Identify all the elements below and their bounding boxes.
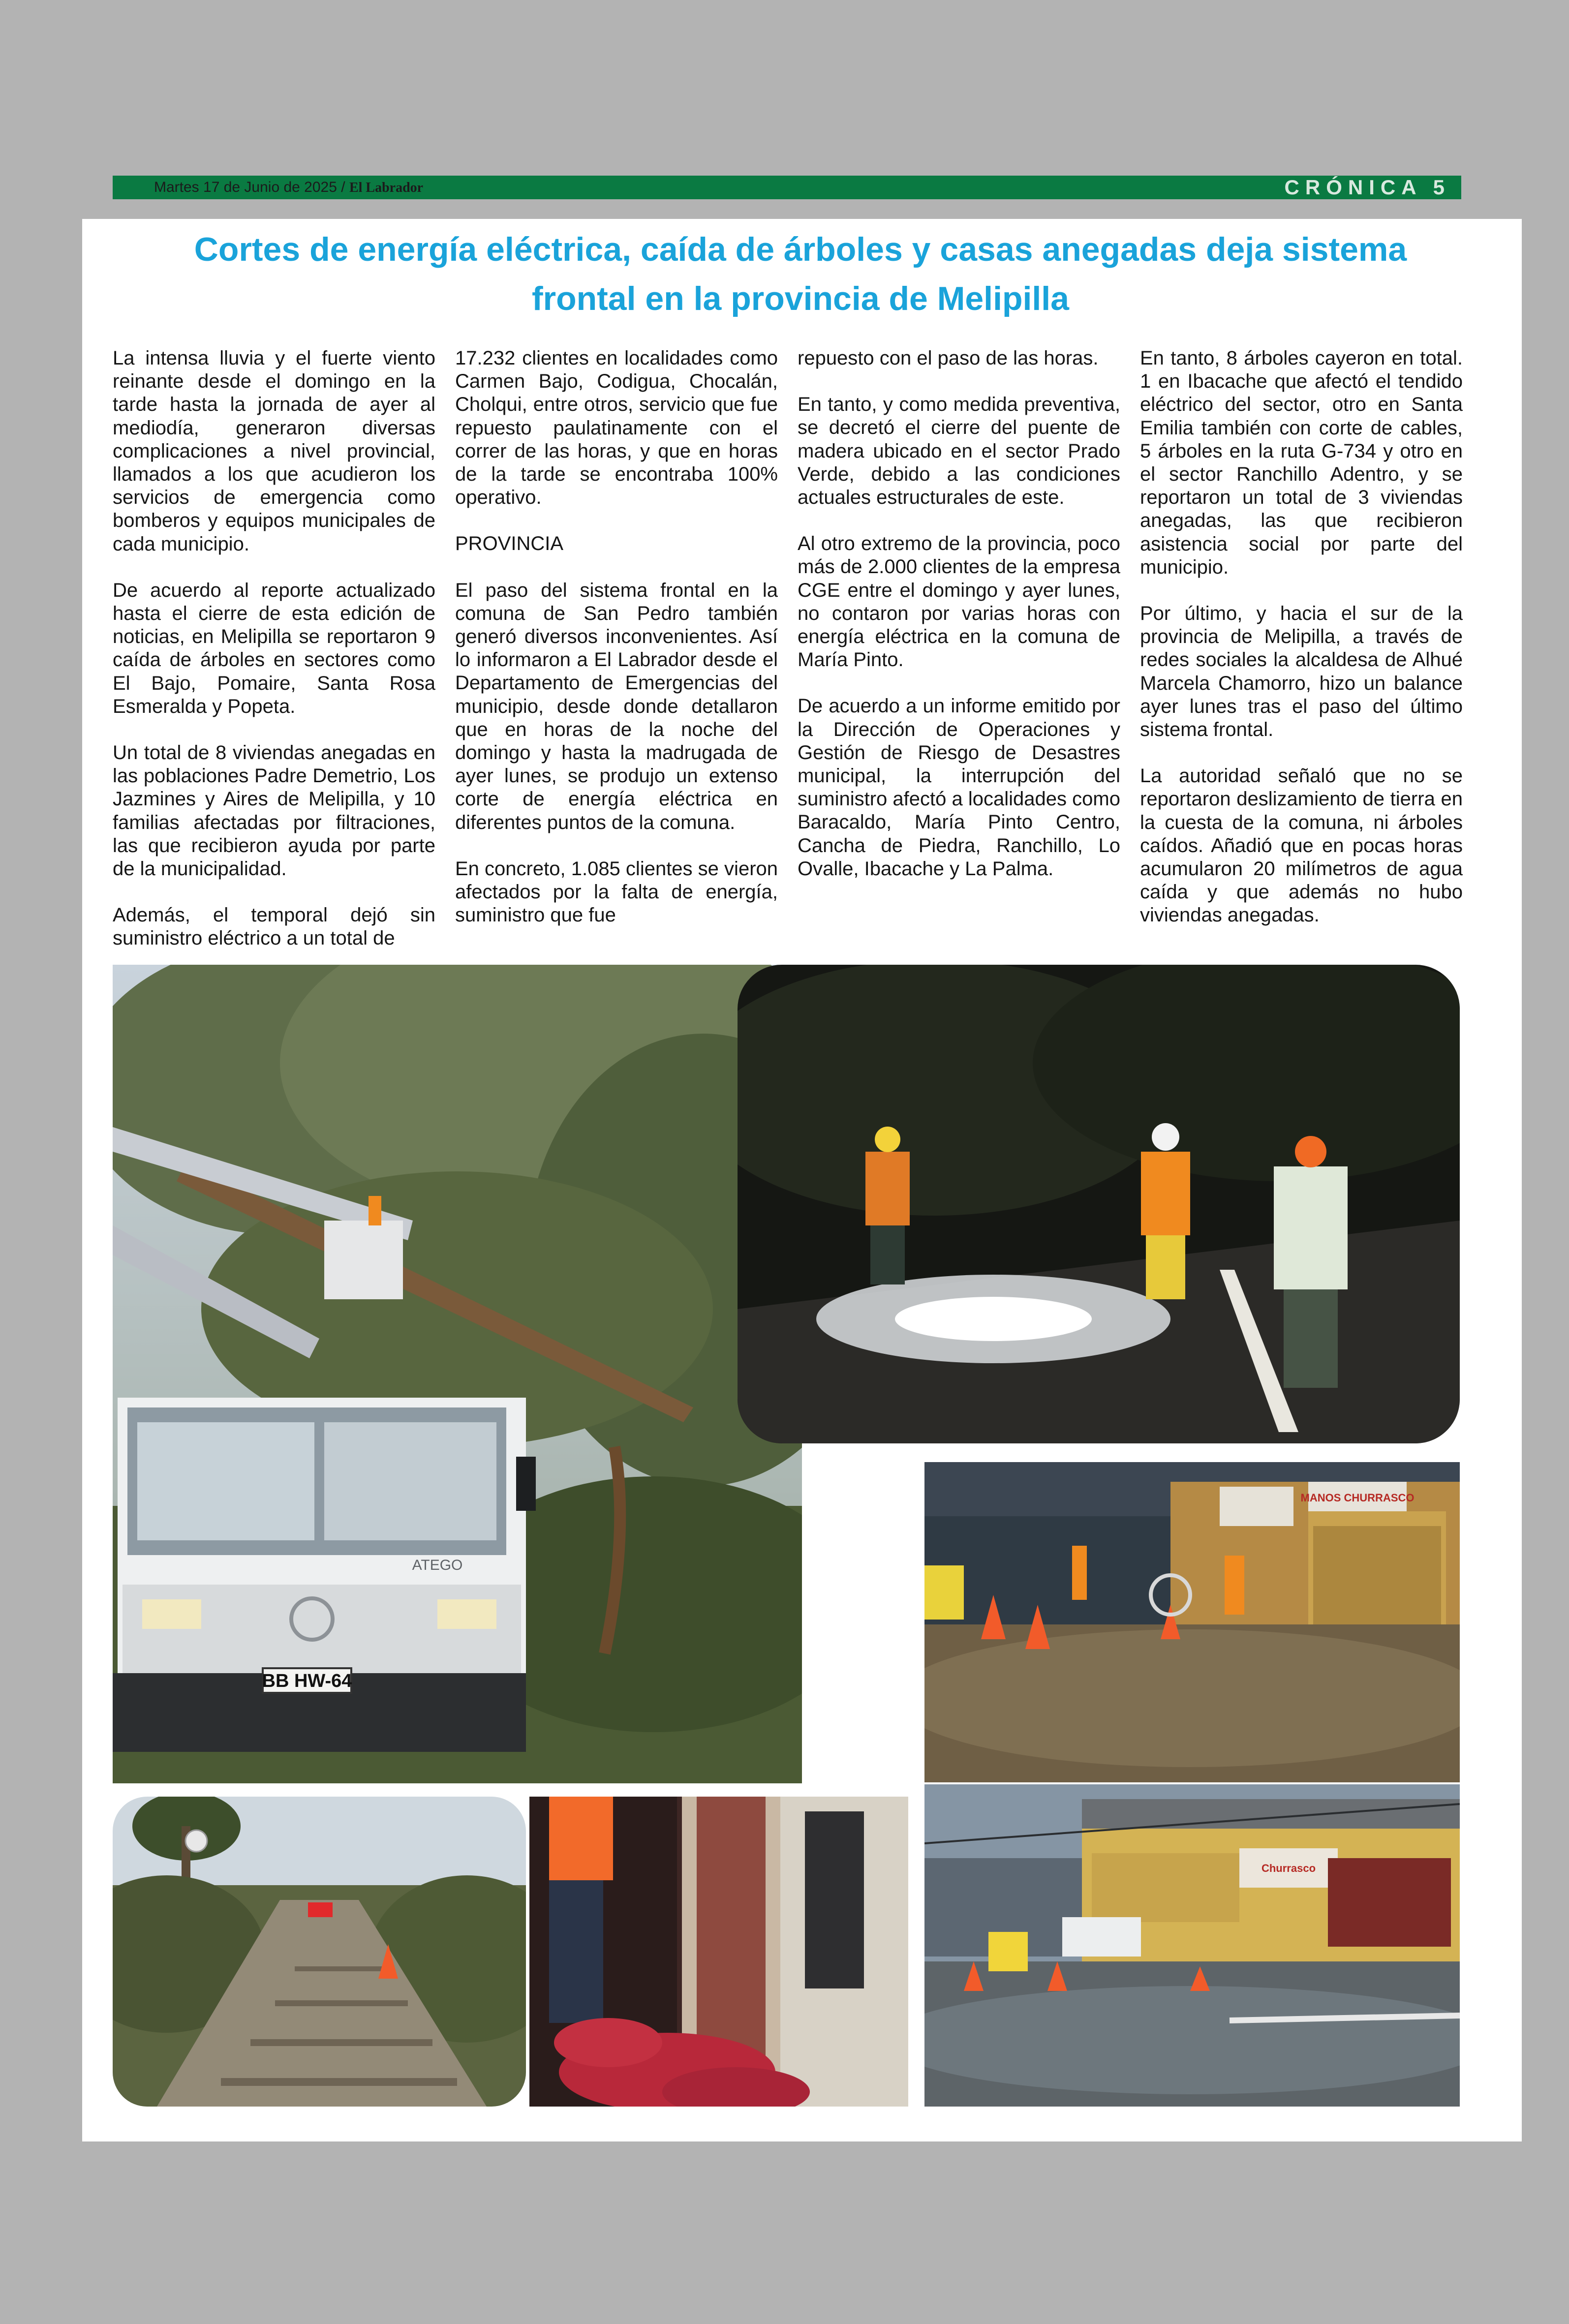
paragraph: El paso del sistema frontal en la comuna de San Pedro también generó diversos inconvenientes. Así lo informaron a El Labrador desde el Departamento de Emergencias del municipio, desde donde detallaron que en horas de la noche del domingo y hasta la madrugada de ayer lunes, se produjo un extenso corte de energía eléctrica en diferentes puntos de la comuna.: [455, 579, 778, 833]
header-date-line: [154, 179, 423, 197]
article-column-3: [798, 347, 1120, 962]
photo-truck-fallen-tree: [113, 965, 802, 1783]
article-column-1: [113, 347, 435, 962]
newspaper-page: [82, 219, 1522, 2141]
paragraph: La intensa lluvia y el fuerte viento reinante desde el domingo en la tarde hasta la jornada de ayer al mediodía, generaron diversas complicaciones a nivel provincial, llamados a los que acudieron los servicios de emergencia como bomberos y equipos municipales de cada municipio.: [113, 347, 435, 555]
paragraph: La autoridad señaló que no se reportaron deslizamiento de tierra en la cuesta de la comuna, ni árboles caídos. Añadió que en pocas horas acumularon 20 milímetros de agua caída y que además no hubo viviendas anegadas.: [1140, 765, 1463, 926]
article-column-2: [455, 347, 778, 962]
article-column-4: [1140, 347, 1463, 962]
paragraph: Al otro extremo de la provincia, poco más de 2.000 clientes de la empresa CGE entre el domingo y ayer lunes, no contaron por varias horas con energía eléctrica en la comuna de María Pinto.: [798, 533, 1120, 671]
article-headline: Cortes de energía eléctrica, caída de árboles y casas anegadas deja sistema frontal en la provincia de Melipilla: [194, 231, 1407, 317]
truck-brand: ATEGO: [412, 1557, 463, 1573]
paragraph: Por último, y hacia el sur de la provincia de Melipilla, a través de redes sociales la alcaldesa de Alhué Marcela Chamorro, hizo un balance ayer lunes tras el paso del último sistema frontal.: [1140, 603, 1463, 741]
paragraph: En tanto, 8 árboles cayeron en total. 1 en Ibacache que afectó el tendido eléctrico del sector, otro en Santa Emilia también con corte de cables, 5 árboles en la ruta G-734 y otro en el sector Ranchillo Adentro, y se reportaron un total de 3 viviendas anegadas, las que recibieron asistencia social por parte del municipio.: [1140, 347, 1463, 578]
photo-flooded-street: [924, 1462, 1460, 1782]
shop-sign-2: Churrasco: [1261, 1862, 1316, 1874]
paragraph: De acuerdo al reporte actualizado hasta el cierre de esta edición de noticias, en Melipilla se reportaron 9 caída de árboles en sectores como El Bajo, Pomaire, Santa Rosa Esmeralda y Popeta.: [113, 579, 435, 717]
header-paper-name: El Labrador: [349, 180, 424, 195]
header-date: Martes 17 de Junio de 2025: [154, 179, 337, 195]
paragraph: En concreto, 1.085 clientes se vieron afectados por la falta de energía, suministro que fue: [455, 857, 778, 926]
photo-night-crew: [738, 965, 1460, 1443]
truck-plate: BB HW-64: [262, 1671, 352, 1691]
shop-sign: MANOS CHURRASCO: [1300, 1492, 1415, 1504]
header-separator: /: [341, 179, 345, 195]
paragraph: En tanto, y como medida preventiva, se decretó el cierre del puente de madera ubicado en el sector Prado Verde, debido a las condiciones actuales estructurales de este.: [798, 394, 1120, 509]
photo-street-corner: [924, 1784, 1460, 2107]
paragraph: Un total de 8 viviendas anegadas en las poblaciones Padre Demetrio, Los Jazmines y Aires de Melipilla, y 10 familias afectadas por filtraciones, las que recibieron ayuda por parte de la municipalidad.: [113, 742, 435, 880]
paragraph: De acuerdo a un informe emitido por la Dirección de Operaciones y Gestión de Riesgo de Desastres municipal, la interrupción del suministro afectó a localidades como Baracaldo, María Pinto Centro, Cancha de Piedra, Ranchillo, Lo Ovalle, Ibacache y La Palma.: [798, 695, 1120, 880]
paragraph: repuesto con el paso de las horas.: [798, 347, 1099, 369]
subheading-provincia: PROVINCIA: [455, 533, 564, 555]
paragraph: 17.232 clientes en localidades como Carmen Bajo, Codigua, Chocalán, Cholqui, entre otros, servicio que fue repuesto paulatinamente con el correr de las horas, y que en horas de la tarde se encontraba 100% operativo.: [455, 347, 778, 509]
section-label: CRÓNICA 5: [1284, 176, 1450, 199]
photo-wooden-bridge: [113, 1797, 526, 2107]
paragraph: Además, el temporal dejó sin suministro eléctrico a un total de: [113, 904, 435, 949]
photo-flooded-interior: [529, 1797, 908, 2107]
page-header-bar: [113, 176, 1461, 199]
